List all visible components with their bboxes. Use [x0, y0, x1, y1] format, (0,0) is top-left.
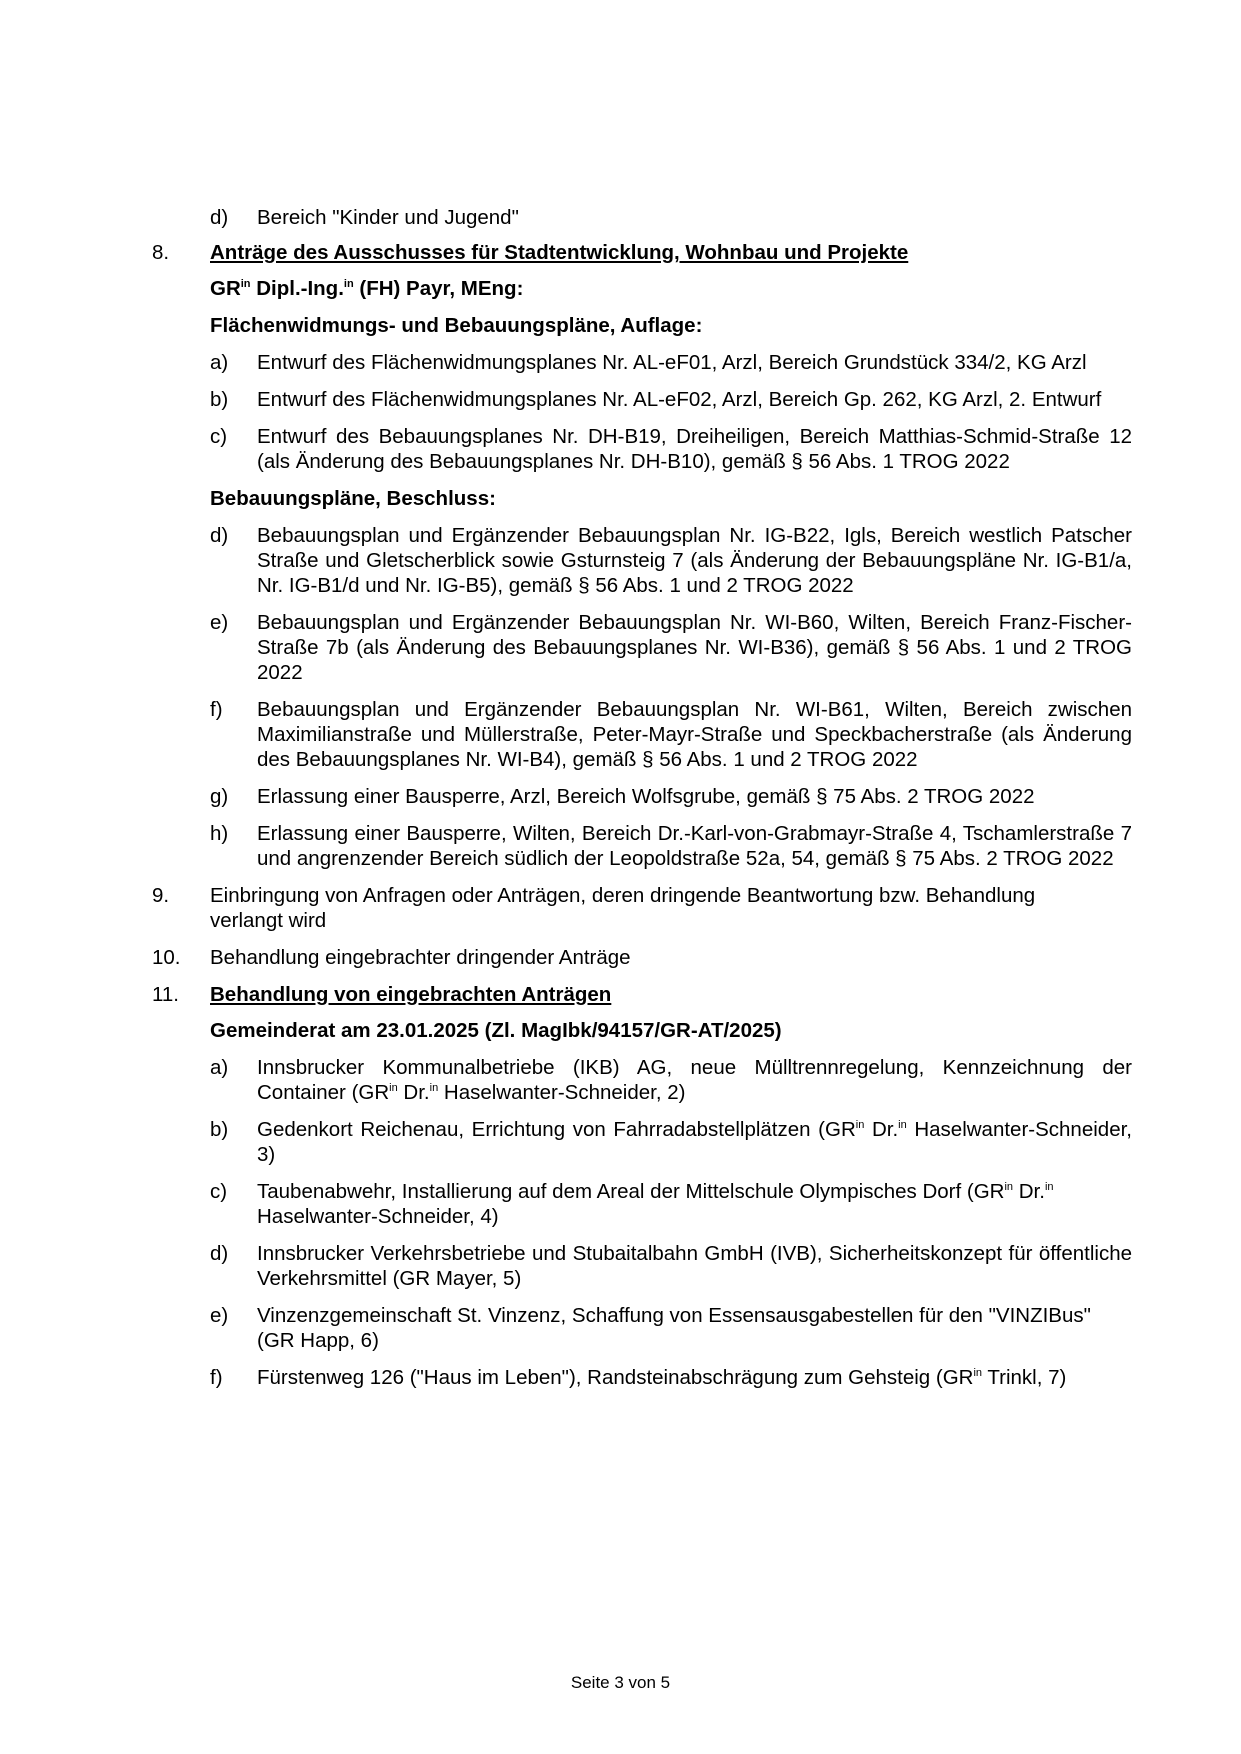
list-letter: d) — [210, 524, 229, 547]
list-item — [152, 350, 1132, 375]
list-item — [152, 821, 1132, 871]
list-item — [152, 387, 1132, 412]
section-title: Anträge des Ausschusses für Stadtentwicklung, Wohnbau und Projekte — [210, 241, 909, 264]
list-text: Bebauungsplan und Ergänzender Bebauungsplan Nr. WI-B60, Wilten, Bereich Franz-Fischer-Straße 7b (als Änderung des Bebauungsplanes Nr. WI-B36), gemäß § 56 Abs. 1 und 2 TROG 2022 — [257, 611, 1132, 684]
list-text: Entwurf des Flächenwidmungsplanes Nr. AL-eF01, Arzl, Bereich Grundstück 334/2, KG Arzl — [257, 351, 1087, 374]
section-9 — [152, 883, 1132, 933]
section-text: Einbringung von Anfragen oder Anträgen, deren dringende Beantwortung bzw. Behandlung verlangt wird — [210, 884, 1036, 932]
group1-list — [152, 350, 1132, 474]
list-letter: c) — [210, 425, 228, 448]
section-subtitle: Gemeinderat am 23.01.2025 (Zl. MagIbk/94157/GR-AT/2025) — [210, 1019, 782, 1042]
list-text: Erlassung einer Bausperre, Arzl, Bereich Wolfsgrube, gemäß § 75 Abs. 2 TROG 2022 — [257, 785, 1035, 808]
speaker: $GR^{in}$ Dipl.-Ing.$^{in}$ (FH) Payr, MEng: — [210, 277, 524, 300]
list-letter: f) — [210, 1366, 223, 1389]
list-text: Entwurf des Flächenwidmungsplanes Nr. AL-eF02, Arzl, Bereich Gp. 262, KG Arzl, 2. Entwurf — [257, 388, 1102, 411]
list-letter: d) — [210, 1242, 229, 1265]
page-footer: Seite 3 von 5 — [570, 1673, 671, 1692]
list-item — [152, 1365, 1132, 1390]
list-item — [152, 784, 1132, 809]
list-text: Innsbrucker Verkehrsbetriebe und Stubaitalbahn GmbH (IVB), Sicherheitskonzept für öffentliche Verkehrsmittel (GR Mayer, 5) — [257, 1242, 1132, 1290]
list-letter: a) — [210, 1056, 229, 1079]
section-number: 11. — [152, 983, 179, 1006]
agenda-content — [152, 205, 1132, 1402]
section-8 — [152, 240, 1132, 265]
section-number: 9. — [152, 884, 170, 907]
section-number: 8. — [152, 241, 170, 264]
group-heading: Bebauungspläne, Beschluss: — [210, 487, 496, 510]
list-letter: g) — [210, 785, 229, 808]
list-text: Bebauungsplan und Ergänzender Bebauungsplan Nr. WI-B61, Wilten, Bereich zwischen Maximilianstraße und Müllerstraße, Peter-Mayr-Straße und Speckbacherstraße (als Änderung des Bebauungsplanes Nr. WI-B4), gemäß § 56 Abs. 1 und 2 TROG 2022 — [257, 698, 1132, 771]
group-heading: Flächenwidmungs- und Bebauungspläne, Auflage: — [210, 314, 703, 337]
list-text: Bereich "Kinder und Jugend" — [257, 206, 519, 229]
list-item — [152, 1117, 1132, 1167]
list-item — [152, 205, 1132, 230]
list-letter: a) — [210, 351, 229, 374]
list-letter: h) — [210, 822, 229, 845]
list-letter: e) — [210, 1304, 229, 1327]
list-text: Entwurf des Bebauungsplanes Nr. DH-B19, Dreiheiligen, Bereich Matthias-Schmid-Straße 12 (als Änderung des Bebauungsplanes Nr. DH-B10), gemäß § 56 Abs. 1 TROG 2022 — [257, 425, 1132, 473]
list-letter: c) — [210, 1180, 228, 1203]
list-text: Taubenabwehr, Installierung auf dem Areal der Mittelschule Olympisches Dorf ($GR^{in}$ Dr.$^{in}$ Haselwanter-Schneider, 4) — [257, 1180, 1054, 1228]
list-letter: d) — [210, 206, 229, 229]
section-10 — [152, 945, 1132, 970]
group2-list — [152, 523, 1132, 871]
list-item — [152, 697, 1132, 772]
list-item — [152, 610, 1132, 685]
section-number: 10. — [152, 946, 181, 969]
list-text: Innsbrucker Kommunalbetriebe (IKB) AG, neue Mülltrennregelung, Kennzeichnung der Container ($GR^{in}$ Dr.$^{in}$ Haselwanter-Schneider, 2) — [257, 1056, 1132, 1104]
list-text: Fürstenweg 126 ("Haus im Leben"), Randsteinabschrägung zum Gehsteig ($GR^{in}$ Trinkl, 7) — [257, 1366, 1067, 1389]
list-letter: b) — [210, 388, 229, 411]
list-letter: f) — [210, 698, 223, 721]
list-item — [152, 1241, 1132, 1291]
list-text: Gedenkort Reichenau, Errichtung von Fahrradabstellplätzen ($GR^{in}$ Dr.$^{in}$ Haselwanter-Schneider, 3) — [257, 1118, 1132, 1166]
motions-list — [152, 1055, 1132, 1390]
list-text: Bebauungsplan und Ergänzender Bebauungsplan Nr. IG-B22, Igls, Bereich westlich Patscher Straße und Gletscherblick sowie Gsturnsteig 7 (als Änderung der Bebauungspläne Nr. IG-B1/a, Nr. IG-B1/d und Nr. IG-B5), gemäß § 56 Abs. 1 und 2 TROG 2022 — [257, 524, 1132, 597]
list-item — [152, 523, 1132, 598]
list-letter: b) — [210, 1118, 229, 1141]
list-item — [152, 424, 1132, 474]
list-item — [152, 1055, 1132, 1105]
list-text: Erlassung einer Bausperre, Wilten, Bereich Dr.-Karl-von-Grabmayr-Straße 4, Tschamlerstraße 7 und angrenzender Bereich südlich der Leopoldstraße 52a, 54, gemäß § 75 Abs. 2 TROG 2022 — [257, 822, 1132, 870]
section-text: Behandlung eingebrachter dringender Anträge — [210, 946, 631, 969]
list-letter: e) — [210, 611, 229, 634]
section-11 — [152, 982, 1132, 1007]
section-title: Behandlung von eingebrachten Anträgen — [210, 983, 612, 1006]
list-item — [152, 1179, 1132, 1229]
list-item — [152, 1303, 1132, 1353]
list-text: Vinzenzgemeinschaft St. Vinzenz, Schaffung von Essensausgabestellen für den "VINZIBus" (GR Happ, 6) — [257, 1304, 1091, 1352]
